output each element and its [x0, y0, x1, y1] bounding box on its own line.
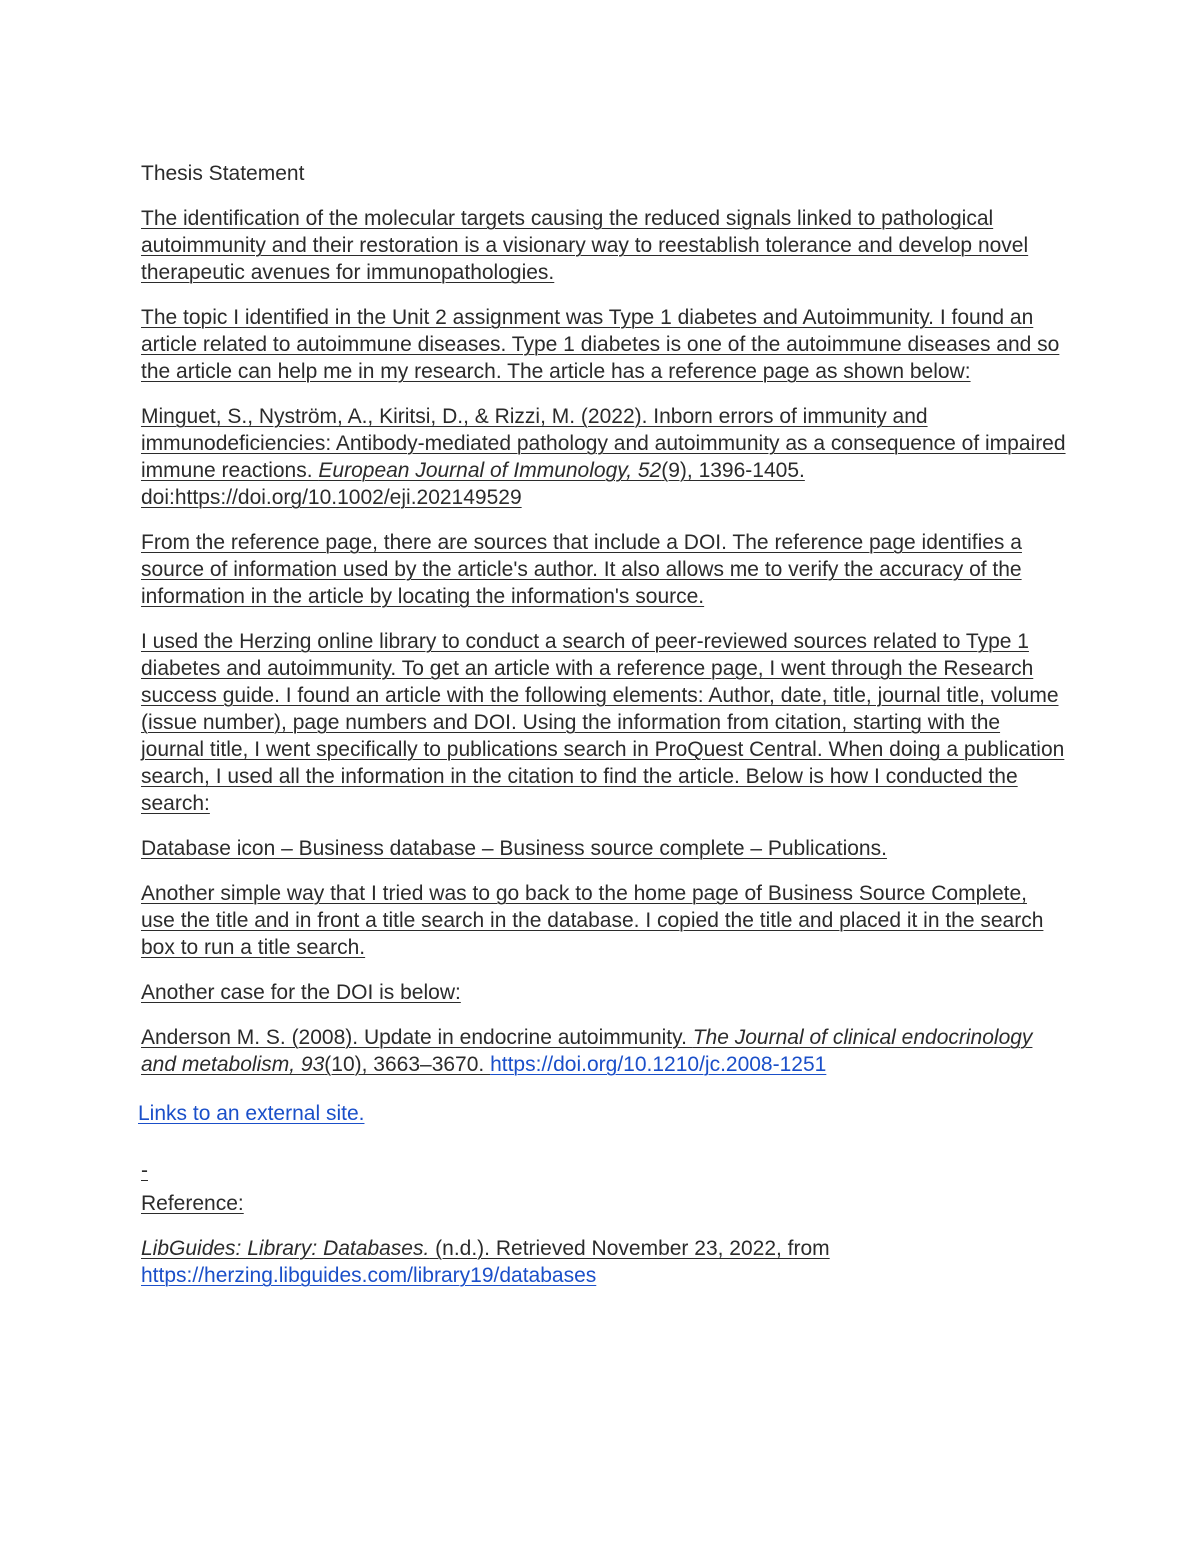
reference-heading: Reference:	[141, 1192, 244, 1215]
citation-anderson-journal: The Journal of clinical endocrinology and metabolism, 93	[141, 1026, 1033, 1076]
reference-libguides-title: LibGuides: Library: Databases.	[141, 1237, 430, 1260]
alternative-search-paragraph: Another simple way that I tried was to go back to the home page of Business Source Complete, use the title and in front a title search in the database. I copied the title and placed it in the search box to run a title search.	[141, 882, 1044, 959]
thesis-statement: The identification of the molecular targets causing the reduced signals linked to pathological autoimmunity and their restoration is a visionary way to reestablish tolerance and develop novel therapeutic avenues for immunopathologies.	[141, 207, 1029, 284]
separator-dash: -	[141, 1159, 148, 1182]
citation-minguet	[141, 403, 1066, 511]
reference-libguides	[141, 1235, 1066, 1289]
citation-minguet-authors-title: Minguet, S., Nyström, A., Kiritsi, D., & Rizzi, M. (2022). Inborn errors of immunity and immunodeficiencies: Antibody-mediated pathology and autoimmunity as a consequence of impaired immune reactions.	[141, 405, 1066, 482]
search-path-line: Database icon – Business database – Business source complete – Publications.	[141, 837, 887, 860]
document-heading: Thesis Statement	[141, 162, 305, 185]
document-page	[138, 160, 1066, 1307]
reference-page-paragraph: From the reference page, there are sources that include a DOI. The reference page identifies a source of information used by the article's author. It also allows me to verify the accuracy of the information in the article by locating the information's source.	[141, 531, 1022, 608]
citation-anderson-authors-title: Anderson M. S. (2008). Update in endocrine autoimmunity.	[141, 1026, 693, 1049]
citation-anderson-issue-pages: (10), 3663–3670.	[324, 1053, 491, 1076]
citation-anderson	[141, 1024, 1066, 1078]
doi-case-line: Another case for the DOI is below:	[141, 981, 461, 1004]
reference-libguides-retrieved: (n.d.). Retrieved November 23, 2022, from	[429, 1237, 830, 1260]
external-link-line	[138, 1100, 1066, 1127]
citation-anderson-doi-link[interactable]: https://doi.org/10.1210/jc.2008-1251	[490, 1053, 827, 1076]
external-site-link[interactable]: Links to an external site.	[138, 1102, 365, 1125]
search-paragraph: I used the Herzing online library to conduct a search of peer-reviewed sources related to Type 1 diabetes and autoimmunity. To get an article with a reference page, I went through the Research success guide. I found an article with the following elements: Author, date, title, journal title, volume (issue number), page numbers and DOI. Using the information from citation, starting with the journal title, I went specifically to publications search in ProQuest Central. When doing a publication search, I used all the information in the citation to find the article. Below is how I conducted the search:	[141, 630, 1065, 815]
citation-minguet-journal: European Journal of Immunology, 52	[318, 459, 662, 482]
citation-minguet-issue-pages: (9), 1396-1405. doi:https://doi.org/10.1002/eji.202149529	[141, 459, 805, 509]
topic-paragraph: The topic I identified in the Unit 2 assignment was Type 1 diabetes and Autoimmunity. I found an article related to autoimmune diseases. Type 1 diabetes is one of the autoimmune diseases and so the article can help me in my research. The article has a reference page as shown below:	[141, 306, 1060, 383]
reference-libguides-url-link[interactable]: https://herzing.libguides.com/library19/databases	[141, 1264, 597, 1287]
